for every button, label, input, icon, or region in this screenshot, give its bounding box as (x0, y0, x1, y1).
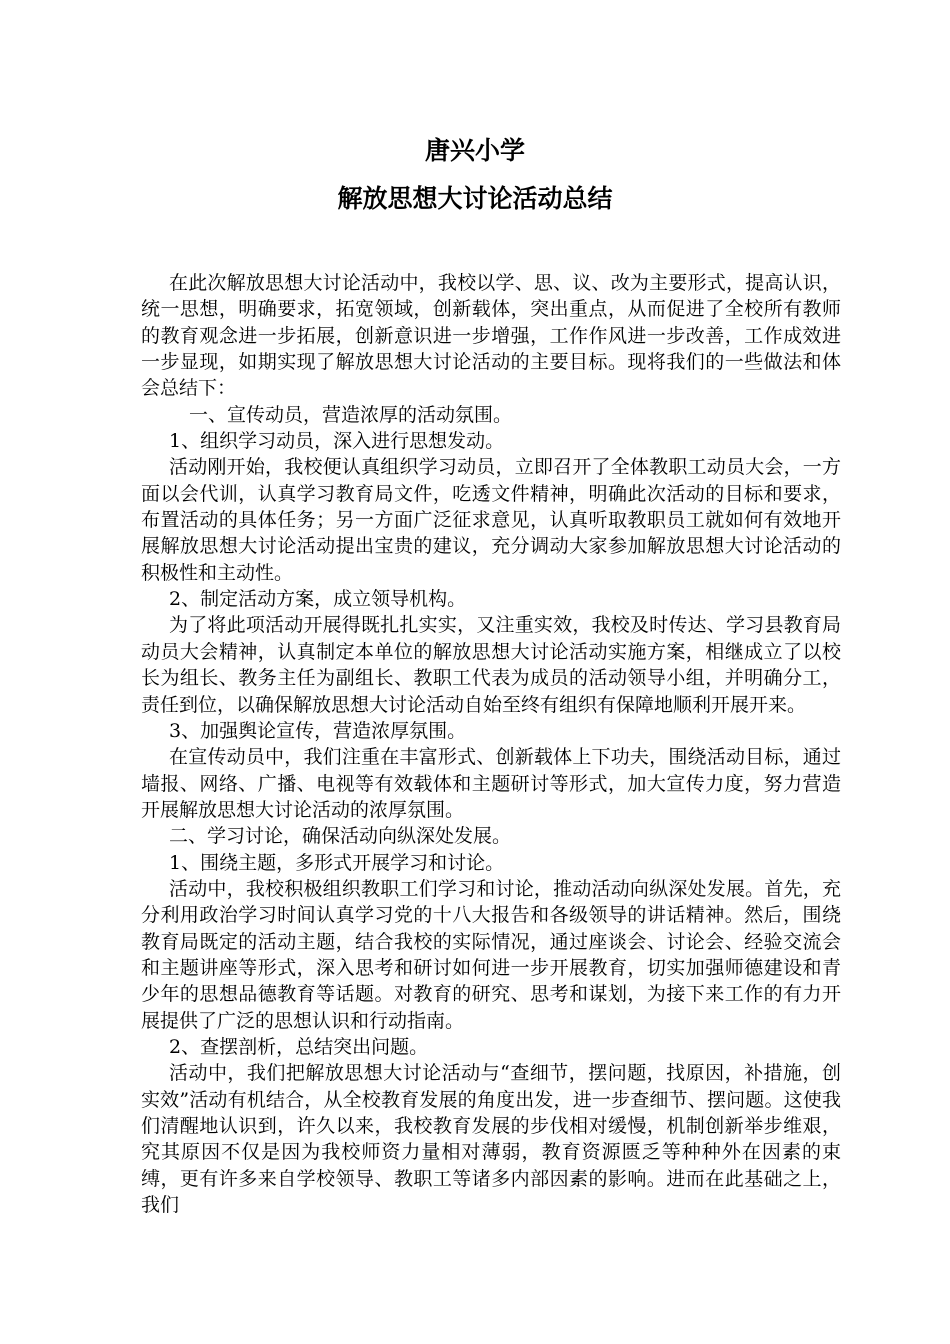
paragraph: 活动中，我校积极组织教职工们学习和讨论，推动活动向纵深处发展。首先，充分利用政治学习时间认真学习党的十八大报告和各级领导的讲话精神。然后，围绕教育局既定的活动主题，结合我校的实际情况，通过座谈会、讨论会、经验交流会和主题讲座等形式，深入思考和研讨如何进一步开展教育，切实加强师德建设和青少年的思想品德教育等话题。对教育的研究、思考和谋划，为接下来工作的有力开展提供了广泛的思想认识和行动指南。 (141, 877, 841, 1032)
paragraph-intro: 在此次解放思想大讨论活动中，我校以学、思、议、改为主要形式，提高认识，统一思想，明确要求，拓宽领域，创新载体，突出重点，从而促进了全校所有教师的教育观念进一步拓展，创新意识进一步增强，工作作风进一步改善，工作成效进一步显现，如期实现了解放思想大讨论活动的主要目标。现将我们的一些做法和体会总结下： (141, 272, 841, 400)
document-title-main: 解放思想大讨论活动总结 (337, 184, 613, 213)
subsection-heading-2-1: 1、围绕主题，多形式开展学习和讨论。 (169, 851, 505, 874)
subsection-heading-2-2: 2、查摆剖析，总结突出问题。 (169, 1035, 429, 1058)
paragraph: 活动中，我们把解放思想大讨论活动与“查细节，摆问题，找原因，补措施，创实效”活动有机结合，从全校教育发展的角度出发，进一步查细节、摆问题。这使我们清醒地认识到，许久以来，我校教育发展的步伐相对缓慢，机制创新举步维艰，究其原因不仅是因为我校师资力量相对薄弱，教育资源匮乏等种种外在因素的束缚，更有许多来自学校领导、教职工等诸多内部因素的影响。进而在此基础之上，我们 (141, 1062, 841, 1217)
section-heading-1: 一、宣传动员，营造浓厚的活动氛围。 (189, 403, 513, 426)
paragraph: 活动刚开始，我校便认真组织学习动员，立即召开了全体教职工动员大会，一方面以会代训，认真学习教育局文件，吃透文件精神，明确此次活动的目标和要求，布置活动的具体任务；另一方面广泛征求意见，认真听取教职员工就如何有效地开展解放思想大讨论活动提出宝贵的建议，充分调动大家参加解放思想大讨论活动的积极性和主动性。 (141, 456, 841, 584)
subsection-heading-1-3: 3、加强舆论宣传，营造浓厚氛围。 (169, 719, 467, 742)
paragraph: 为了将此项活动开展得既扎扎实实，又注重实效，我校及时传达、学习县教育局动员大会精神，认真制定本单位的解放思想大讨论活动实施方案，相继成立了以校长为组长、教务主任为副组长、教职工代表为成员的活动领导小组，并明确分工，责任到位，以确保解放思想大讨论活动自始至终有组织有保障地顺利开展开来。 (141, 614, 841, 716)
subsection-heading-1-1: 1、组织学习动员，深入进行思想发动。 (169, 430, 505, 453)
subsection-heading-1-2: 2、制定活动方案，成立领导机构。 (169, 588, 467, 611)
section-heading-2: 二、学习讨论，确保活动向纵深处发展。 (169, 825, 512, 848)
document-body (141, 270, 841, 1218)
document-title-school: 唐兴小学 (424, 136, 525, 165)
paragraph: 在宣传动员中，我们注重在丰富形式、创新载体上下功夫，围绕活动目标，通过墙报、网络、广播、电视等有效载体和主题研讨等形式，加大宣传力度，努力营造开展解放思想大讨论活动的浓厚氛围。 (141, 746, 841, 821)
